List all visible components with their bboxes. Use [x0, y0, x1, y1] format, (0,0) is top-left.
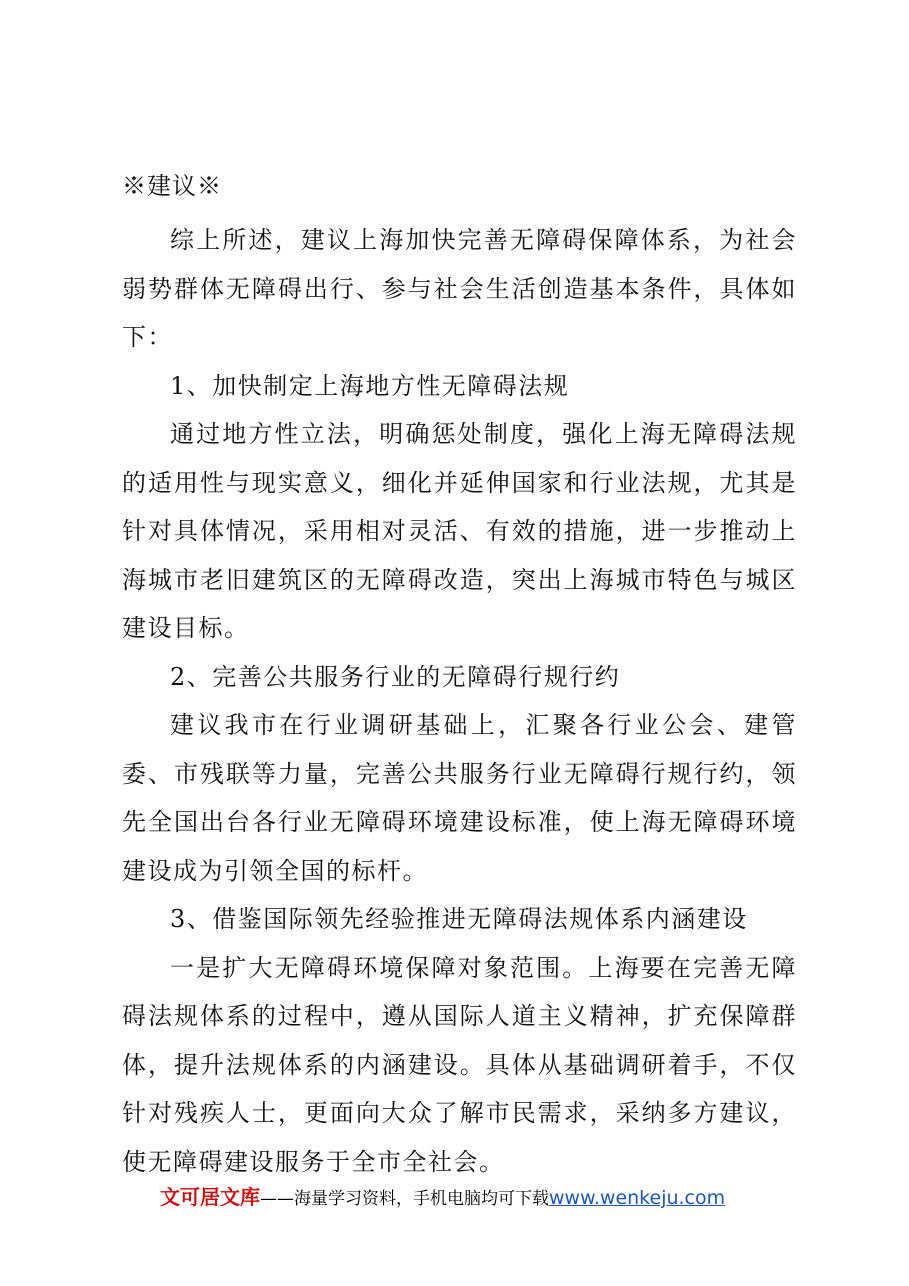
section-heading: ※建议※ [122, 172, 222, 200]
recommendation-3-body: 一是扩大无障碍环境保障对象范围。上海要在完善无障碍法规体系的过程中，遵从国际人道主义精神，扩充保障群体，提升法规体系的内涵建设。具体从基础调研着手，不仅针对残疾人士，更面向大众了解市民需求，采纳多方建议，使无障碍建设服务于全市全社会。 [122, 953, 797, 1176]
recommendation-1-body: 通过地方性立法，明确惩处制度，强化上海无障碍法规的适用性与现实意义，细化并延伸国家和行业法规，尤其是针对具体情况，采用相对灵活、有效的措施，进一步推动上海城市老旧建筑区的无障碍改造，突出上海城市特色与城区建设目标。 [122, 420, 797, 642]
recommendation-2-body: 建议我市在行业调研基础上，汇聚各行业公会、建管委、市残联等力量，完善公共服务行业无障碍行规行约，领先全国出台各行业无障碍环境建设标准，使上海无障碍环境建设成为引领全国的标杆。 [122, 711, 797, 885]
footer-banner [160, 1182, 725, 1214]
recommendation-2-title: 2、完善公共服务行业的无障碍行规行约 [170, 662, 621, 691]
intro-paragraph: 综上所述，建议上海加快完善无障碍保障体系，为社会弱势群体无障碍出行、参与社会生活创造基本条件，具体如下： [122, 226, 797, 351]
footer-brand: 文可居文库 [160, 1185, 260, 1209]
recommendation-1-title: 1、加快制定上海地方性无障碍法规 [170, 371, 570, 400]
footer-site-link[interactable]: www.wenkeju.com [549, 1187, 726, 1209]
recommendation-3-title: 3、借鉴国际领先经验推进无障碍法规体系内涵建设 [170, 905, 748, 933]
footer-slogan: ——海量学习资料，手机电脑均可下载 [260, 1189, 549, 1209]
document-body [122, 216, 797, 1186]
